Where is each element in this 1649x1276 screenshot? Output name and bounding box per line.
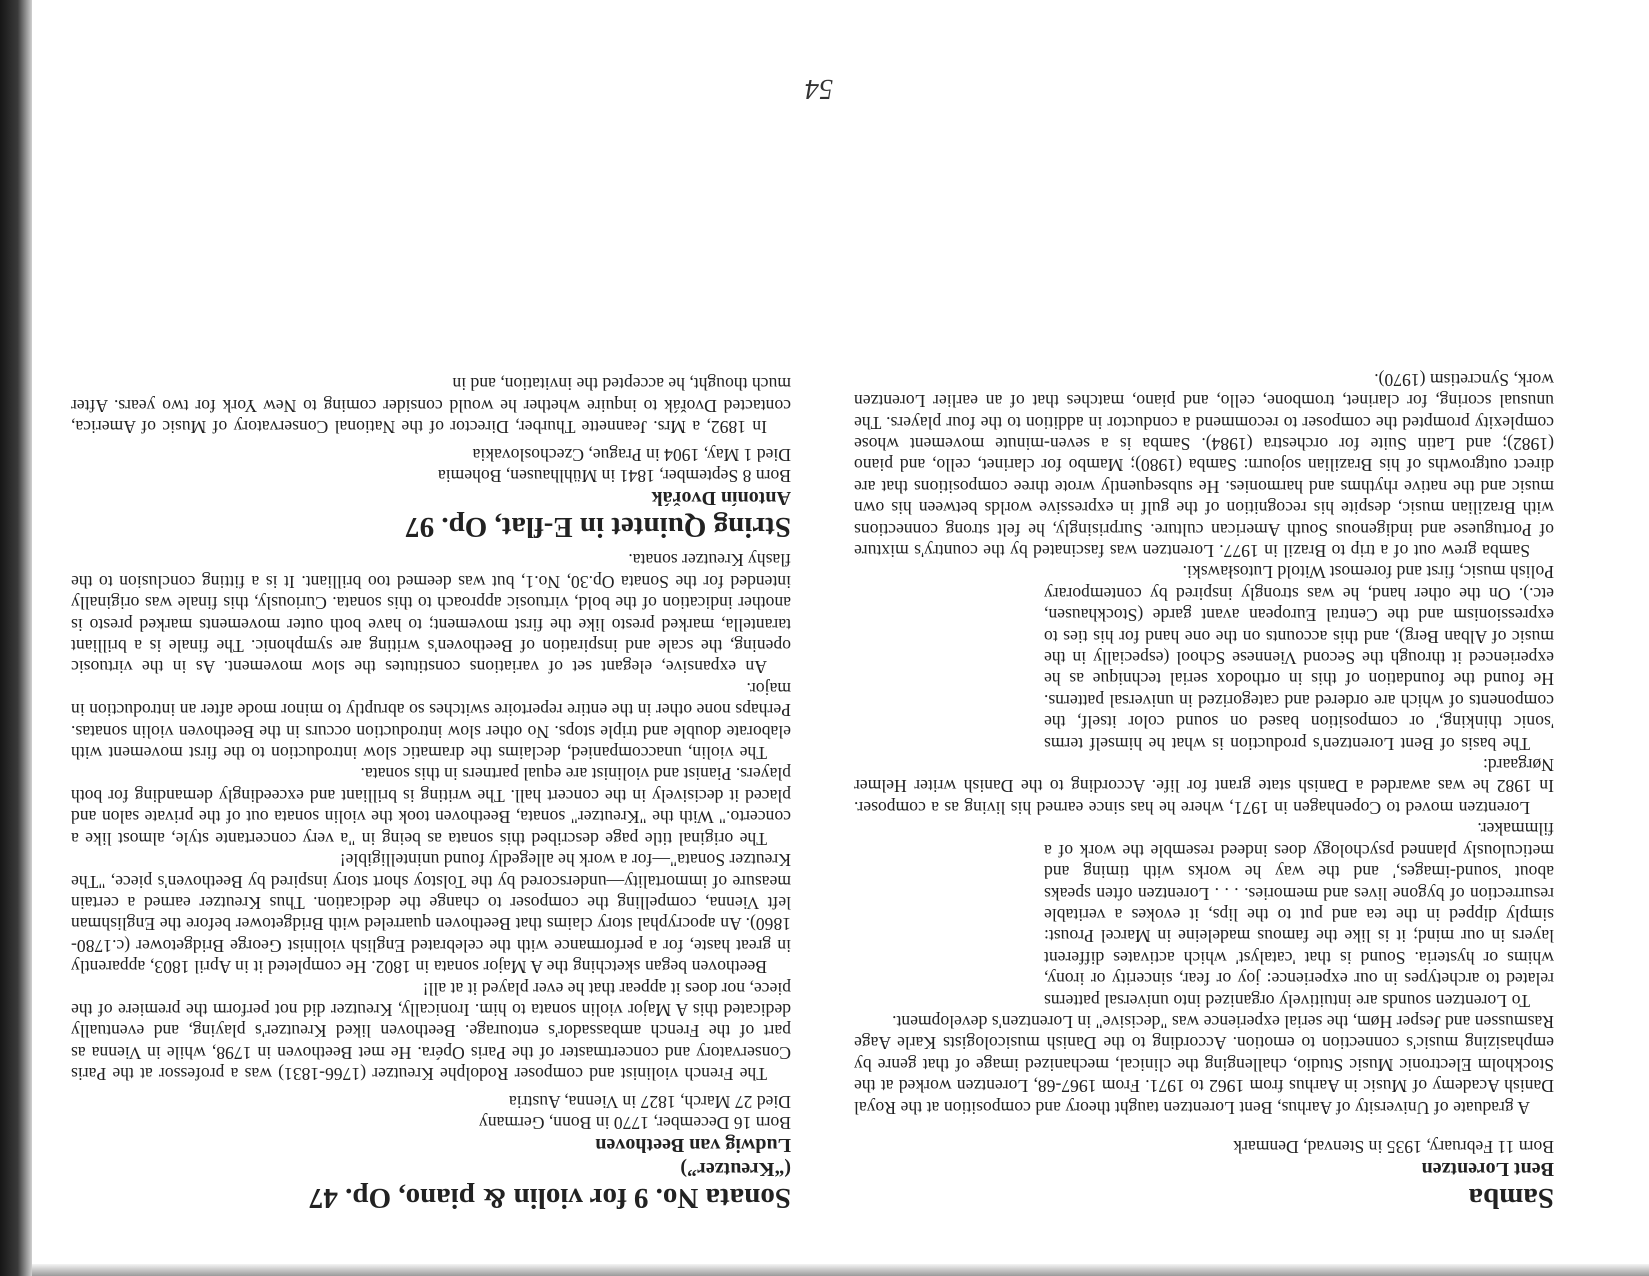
page-number: 54: [805, 73, 833, 104]
beethoven-paragraph-2: Beethoven began sketching the A Major sonata in 1802. He completed it in April 1803, apparently in great haste, for a performance with the celebrated English violinist George Bridgetower (c.1780-1860). An apocryphal story claims that Beethoven quarreled with Bridgetower before the Englishman left Vienna, compelling the composer to change the dedication. Thus Kreutzer earned a certain measure of immortality—underscored by the Tolstoy short story inspired by Beethoven's piece, "The Kreutzer Sonata"—for a work he allegedly found unintelligible!: [71, 850, 791, 978]
beethoven-birth: Born 16 December, 1770 in Bonn, Germany: [478, 1113, 791, 1133]
dvorak-birth: Born 8 September, 1841 in Mühlhausen, Bohemia: [437, 466, 791, 487]
samba-title: Samba: [1468, 1182, 1554, 1214]
beethoven-death: Died 27 March, 1827 in Vienna, Austria: [508, 1091, 791, 1112]
book-binding-edge: [0, 0, 32, 1276]
lorentzen-paragraph-2: To Lorentzen sounds are intuitively organized into universal patterns related to archetypes in our experience: joy or fear, sincerity or irony, whims or hysteria. Sound is that 'catalyst' which activates different layers in our mind; it is like the famous madeleine in Marcel Proust: simply dipped in the tea and put to the lips, it evokes a veritable resurrection of bygone lives and memories. . . . Lorentzen often speaks about 'sound-images,' and the way he works with timing and meticulously planned psychology does indeed resemble the work of a filmmaker.: [1044, 819, 1554, 1011]
beethoven-paragraph-1: The French violinist and composer Rodolphe Kreutzer (1766-1831) was a professor at the Paris Conservatory and concertmaster of the Paris Opéra. He met Beethoven in 1798, while in Vienna as part of the French ambassador's entourage. Beethoven liked Kreutzer's playing, and eventually dedicated this A Major violin sonata to him. Ironically, Kreutzer did not perform the premiere of the piece, nor does it appear that he ever played it at all!: [71, 978, 791, 1085]
kreutzer-sonata-title: Sonata No. 9 for violin & piano, Op. 47: [308, 1182, 791, 1214]
beethoven-name: Ludwig van Beethoven: [595, 1134, 791, 1156]
lorentzen-name: Bent Lorentzen: [1421, 1158, 1554, 1180]
kreutzer-subtitle: (“Kreutzer”): [680, 1158, 791, 1180]
dvorak-death: Died 1 May, 1904 in Prague, Czechoslovakia: [472, 444, 791, 465]
lorentzen-paragraph-1: A graduate of University of Aarhus, Bent Lorentzen taught theory and composition at the Royal Danish Academy of Music in Aarhus from 1962 to 1971. From 1967-68, Lorentzen worked at the Stockholm Electronic Music Studio, challenging the clinical, mechanized image of that genre by emphasizing music's connection to emotion. According to the Danish musicologists Karle Aage Rasmussen and Jesper Høm, the serial experience was "decisive" in Lorentzen's development.: [854, 1011, 1554, 1118]
beethoven-paragraph-3: The original title page described this sonata as being in "a very concertante style, almost like a concerto." With the "Kreutzer" sonata, Beethoven took the violin sonata out of the private salon and placed it decisively in the concert hall. The writing is brilliant and exceedingly demanding for both players. Pianist and violinist are equal partners in this sonata.: [71, 764, 791, 849]
samba-column: [854, 368, 1554, 1214]
beethoven-column: [71, 373, 791, 1214]
page-edge-shadow: [0, 1264, 1649, 1276]
samba-paragraph: Samba grew out of a trip to Brazil in 1977. Lorentzen was fascinated by the country's mixture of Portuguese and indigenous South American culture. Surprisingly, he felt strong connections with Brazilian music, despite his recognition of the gulf in expressive worlds between his own music and the native rhythms and harmonies. He subsequently wrote three compositions that are direct outgrowths of his Brazilian sojourn: Samba (1980); Mambo for clarinet, cello, and piano (1982); and Latin Suite for orchestra (1984). Samba is a seven-minute movement whose complexity prompted the composer to recommend a conductor in addition to the four players. The unusual scoring, for clarinet, trombone, cello, and piano, matches that of an earlier Lorentzen work, Syncretism (1970).: [854, 369, 1554, 562]
lorentzen-paragraph-4: The basis of Bent Lorentzen's production is what he himself terms 'sonic thinking,' or composition based on sound color itself, the components of which are ordered and categorized in universal patterns. He found the foundation of this in orthodox serial technique as he experienced it through the Second Viennese School (especially in the music of Alban Berg), and this accounts on the one hand for his ties to expressionism and the Central European avant garde (Stockhausen, etc.). On the other hand, he was strongly inspired by contemporary Polish music, first and foremost Witold Lutosławski.: [1044, 562, 1554, 754]
dvorak-paragraph: In 1892, a Mrs. Jeannette Thurber, Director of the National Conservatory of Music of America, contacted Dvořák to inquire whether he would consider coming to New York for two years. After much thought, he accepted the invitation, and in: [71, 374, 791, 438]
beethoven-paragraph-5: An expansive, elegant set of variations constitutes the slow movement. As in the virtuosic opening, the scale and inspiration of Beethoven's writing are symphonic. The finale is a brilliant tarantella, marked presto like the first movement; to have both outer movements marked presto is another indication of the bold, virtuosic approach to this sonata. Curiously, this finale was originally intended for the Sonata Op.30, No.1, but was deemed too brilliant. It is a fitting conclusion to the flashy Kreutzer sonata.: [71, 550, 791, 678]
dvorak-quintet-title: String Quintet in E-flat, Op. 97: [405, 511, 791, 544]
lorentzen-birth: Born 11 February, 1935 in Stenvad, Denmark: [1233, 1137, 1554, 1157]
dvorak-name: Antonín Dvořák: [651, 487, 791, 510]
beethoven-paragraph-4: The violin, unaccompanied, declaims the dramatic slow introduction to the first movement with elaborate double and triple stops. No other slow introduction occurs in the Beethoven violin sonatas. Perhaps none other in the entire repertoire switches so abruptly to minor mode after an introduction in major.: [71, 678, 791, 764]
lorentzen-paragraph-3: Lorentzen moved to Copenhagen in 1971, where he has since earned his living as a composer. In 1982 he was awarded a Danish state grant for life. According to the Danish writer Helmer Nørgaard:: [854, 755, 1554, 818]
